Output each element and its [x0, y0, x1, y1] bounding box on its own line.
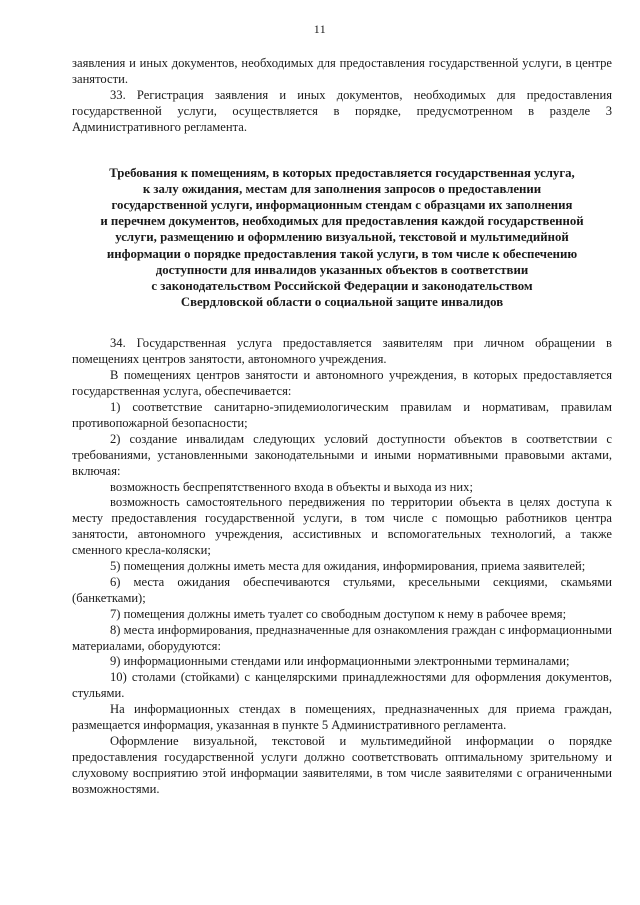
section-heading [72, 165, 612, 311]
list-item-6: 6) места ожидания обеспечиваются стульями, кресельными секциями, скамьями (банкетками); [72, 574, 612, 605]
heading-line: государственной услуги, информационным стендам с образцами их заполнения [111, 197, 573, 212]
paragraph: Оформление визуальной, текстовой и мультимедийной информации о порядке предоставления государственной услуги должно соответствовать оптимальному зрительному и слуховому восприятию этой информации заявителями, в том числе заявителями с ограниченными возможностями. [72, 734, 612, 796]
paragraph-34: 34. Государственная услуга предоставляется заявителям при личном обращении в помещениях центров занятости, автономного учреждения. [72, 336, 612, 367]
paragraph-33: 33. Регистрация заявления и иных документов, необходимых для предоставления государственной услуги, осуществляется в порядке, предусмотренном в разделе 3 Административного регламента. [72, 87, 612, 134]
heading-line: с законодательством Российской Федерации и законодательством [151, 278, 533, 293]
heading-line: информации о порядке предоставления такой услуги, в том числе к обеспечению [106, 246, 578, 261]
heading-line: Свердловской области о социальной защите инвалидов [180, 295, 504, 310]
list-item-2: 2) создание инвалидам следующих условий доступности объектов в соответствии с требованиями, установленными законодательными и иными нормативными правовыми актами, включая: [72, 431, 612, 478]
paragraph: В помещениях центров занятости и автономного учреждения, в которых предоставляется государственная услуга, обеспечивается: [72, 368, 612, 399]
heading-line: Требования к помещениям, в которых предоставляется государственная услуга, [109, 165, 575, 180]
heading-line: услуги, размещению и оформлению визуальной, текстовой и мультимедийной [115, 230, 569, 245]
heading-line: доступности для инвалидов указанных объектов в соответствии [155, 262, 529, 277]
page-number: 11 [313, 22, 327, 36]
heading-line: к залу ожидания, местам для заполнения запросов о предоставлении [142, 181, 542, 196]
list-item-7: 7) помещения должны иметь туалет со свободным доступом к нему в рабочее время; [110, 606, 567, 621]
heading-line: и перечнем документов, необходимых для предоставления каждой государственной [100, 214, 584, 229]
paragraph-continuation: заявления и иных документов, необходимых для предоставления государственной услуги, в центре занятости. [72, 56, 612, 86]
paragraph: На информационных стендах в помещениях, предназначенных для приема граждан, размещается информация, указанная в пункте 5 Административного регламента. [72, 702, 612, 733]
paragraph: возможность самостоятельного передвижения по территории объекта в целях доступа к месту предоставления государственной услуги, в том числе с помощью работников центра занятости, автономного учреждения, ассистивных и вспомогательных технологий, а также сменного кресла-коляски; [72, 495, 612, 558]
list-item-5: 5) помещения должны иметь места для ожидания, информирования, приема заявителей; [110, 559, 586, 574]
list-item-9: 9) информационными стендами или информационными электронными терминалами; [110, 654, 570, 669]
document-body [72, 56, 612, 798]
paragraph: возможность беспрепятственного входа в объекты и выхода из них; [110, 479, 473, 494]
list-item-8: 8) места информирования, предназначенные для ознакомления граждан с информационными материалами, оборудуются: [72, 622, 612, 653]
list-item-10: 10) столами (стойками) с канцелярскими принадлежностями для оформления документов, стульями. [72, 670, 612, 701]
list-item-1: 1) соответствие санитарно-эпидемиологическим правилам и нормативам, правилам противопожарной безопасности; [72, 399, 612, 430]
